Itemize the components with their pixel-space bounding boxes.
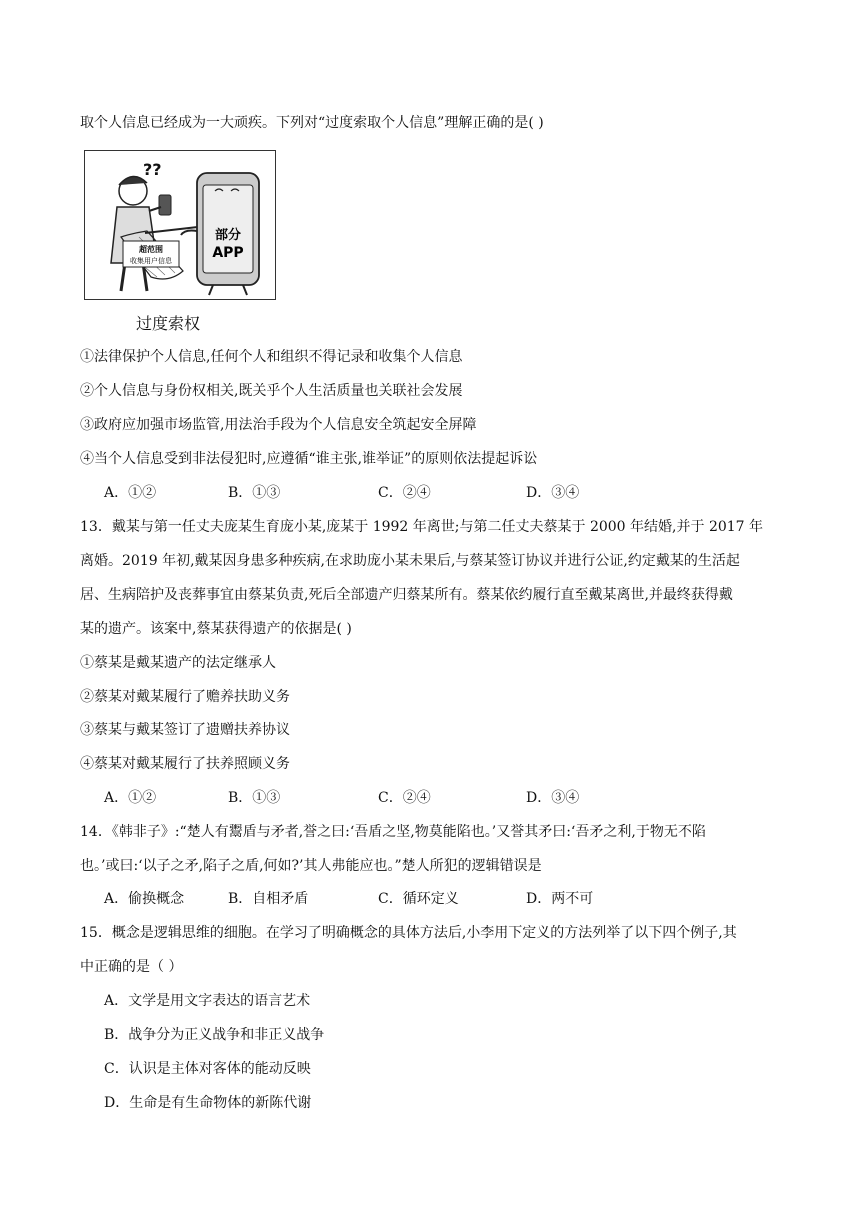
q15-stem-line-1: 15．概念是逻辑思维的细胞。在学习了明确概念的具体方法后,小李用下定义的方法列举了以下四个例子,其 <box>80 925 737 941</box>
q12-options <box>104 483 804 503</box>
q12-statement-4: ④当个人信息受到非法侵犯时,应遵循“谁主张,谁举证”的原则依法提起诉讼 <box>80 451 538 467</box>
q14-option-b[interactable]: B．自相矛盾 <box>228 891 309 907</box>
app-phone-label-line1: 部分 <box>214 228 242 243</box>
q12-option-d[interactable]: D．③④ <box>526 485 580 501</box>
man-phone <box>159 195 171 215</box>
q13-stem-line-3: 居、生病陪护及丧葬事宜由蔡某负责,死后全部遗产归蔡某所有。蔡某依约履行直至戴某离世,并最终获得戴 <box>80 587 733 603</box>
q15-option-d[interactable]: D．生命是有生命物体的新陈代谢 <box>104 1095 312 1111</box>
question-marks: ?? <box>143 160 162 179</box>
q14-option-d[interactable]: D．两不可 <box>526 891 594 907</box>
q14-option-a[interactable]: A．偷换概念 <box>104 891 185 907</box>
q13-option-a[interactable]: A．①② <box>104 790 157 806</box>
q13-option-c[interactable]: C．②④ <box>378 790 431 806</box>
cartoon-drawing <box>85 151 275 299</box>
q13-stem-line-1: 13．戴某与第一任丈夫庞某生育庞小某,庞某于 1992 年离世;与第二任丈夫蔡某于 2000 年结婚,并于 2017 年 <box>80 519 764 535</box>
q14-stem-line-2: 也。’或曰:‘以子之矛,陷子之盾,何如?’其人弗能应也。”楚人所犯的逻辑错误是 <box>80 858 542 874</box>
q15-option-c[interactable]: C．认识是主体对客体的能动反映 <box>104 1061 311 1077</box>
q13-statement-4: ④蔡某对戴某履行了扶养照顾义务 <box>80 756 290 772</box>
q15-stem-line-2: 中正确的是（ ） <box>80 959 183 975</box>
q12-statement-1: ①法律保护个人信息,任何个人和组织不得记录和收集个人信息 <box>80 349 463 365</box>
q12-option-a[interactable]: A．①② <box>104 485 157 501</box>
app-phone-legs <box>209 285 247 295</box>
q13-options <box>104 788 804 808</box>
q12-stem: 取个人信息已经成为一大顽疾。下列对“过度索取个人信息”理解正确的是( ) <box>80 115 544 131</box>
q15-option-a[interactable]: A．文学是用文字表达的语言艺术 <box>104 993 311 1009</box>
q15-option-b[interactable]: B．战争分为正义战争和非正义战争 <box>104 1027 325 1043</box>
cartoon-caption: 过度索权 <box>136 314 201 333</box>
q13-statement-1: ①蔡某是戴某遗产的法定继承人 <box>80 655 276 671</box>
q14-options <box>104 889 804 909</box>
app-phone-arm <box>181 231 197 236</box>
q13-statement-3: ③蔡某与戴某签订了遗赠扶养协议 <box>80 722 290 738</box>
q13-statement-2: ②蔡某对戴某履行了赡养扶助义务 <box>80 689 290 705</box>
q13-stem-line-2: 离婚。2019 年初,戴某因身患多种疾病,在求助庞小某未果后,与蔡某签订协议并进行公证,约定戴某的生活起 <box>80 553 740 569</box>
q12-statement-3: ③政府应加强市场监管,用法治手段为个人信息安全筑起安全屏障 <box>80 417 477 433</box>
q13-option-d[interactable]: D．③④ <box>526 790 580 806</box>
cartoon-image <box>84 150 276 300</box>
q13-option-b[interactable]: B．①③ <box>228 790 281 806</box>
q13-stem-line-4: 某的遗产。该案中,蔡某获得遗产的依据是( ) <box>80 621 352 637</box>
net-label-line2: 收集用户信息 <box>130 257 172 265</box>
q12-statement-2: ②个人信息与身份权相关,既关乎个人生活质量也关联社会发展 <box>80 383 463 399</box>
net-label-line1: 超范围 <box>139 245 163 254</box>
q14-stem-line-1: 14．《韩非子》:“楚人有鬻盾与矛者,誉之曰:‘吾盾之坚,物莫能陷也。’又誉其矛曰:‘吾矛之利,于物无不陷 <box>80 824 706 840</box>
q12-option-c[interactable]: C．②④ <box>378 485 431 501</box>
q12-option-b[interactable]: B．①③ <box>228 485 281 501</box>
app-phone-label-line2: APP <box>212 245 244 261</box>
q14-option-c[interactable]: C．循环定义 <box>378 891 459 907</box>
